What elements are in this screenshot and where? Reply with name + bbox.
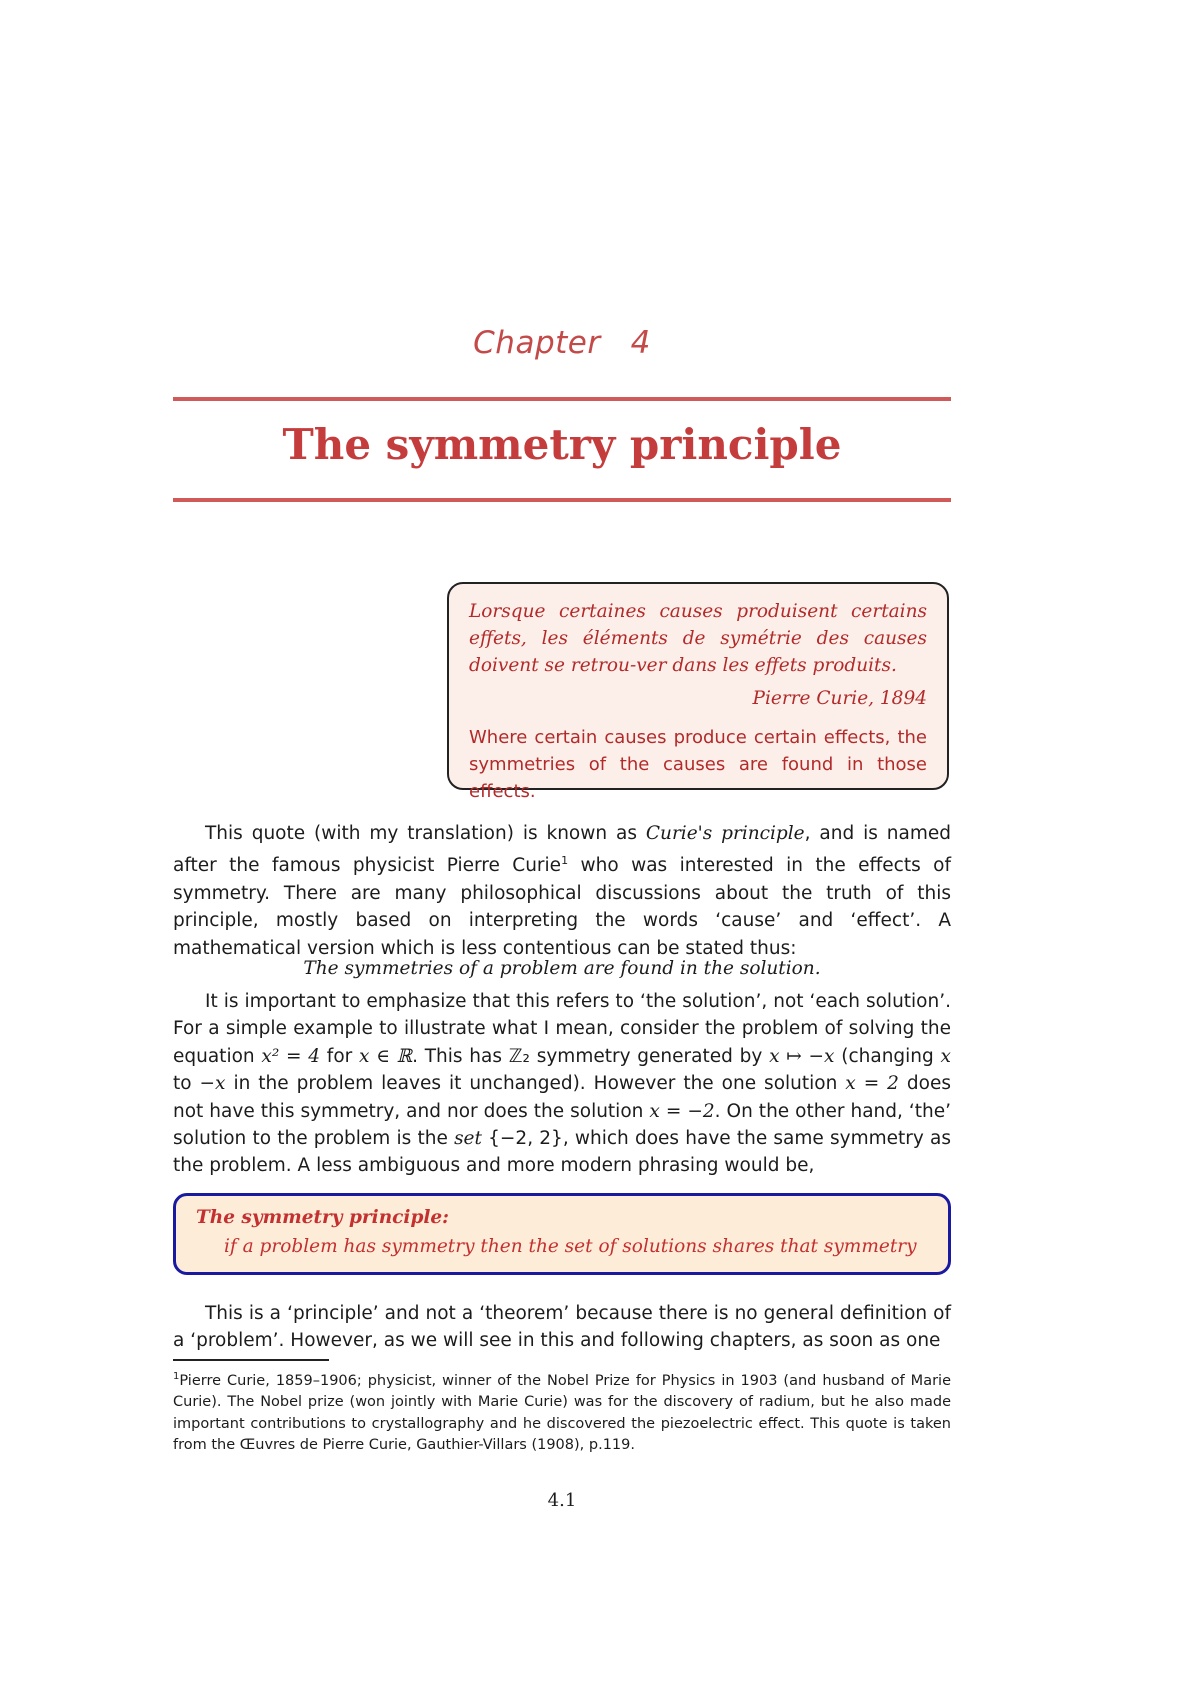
paragraph-2-text: for <box>320 1045 360 1067</box>
paragraph-1-text: This quote (with my translation) is known as <box>205 823 646 844</box>
chapter-title: The symmetry principle <box>282 420 842 469</box>
paragraph-2-text: in the problem leaves it unchanged). However the one solution <box>225 1073 846 1095</box>
math-inline: x = −2 <box>649 1100 715 1122</box>
math-inline: x <box>940 1045 951 1067</box>
chapter-label <box>173 325 951 361</box>
set-term: set <box>454 1128 482 1150</box>
math-statement: The symmetries of a problem are found in the solution. <box>303 958 821 979</box>
paragraph-2-text: It is important to emphasize that this refers to ‘the solution’, not ‘each solution’. For a simple example to illustrate what I mean, consider the problem of solving the equation <box>173 991 951 1067</box>
chapter-number: 4 <box>630 325 651 361</box>
paragraph-1 <box>173 820 951 962</box>
math-inline: x = 2 <box>845 1073 899 1095</box>
footnote <box>173 1366 951 1457</box>
paragraph-2-text: . On the other hand, ‘the’ solution to the problem is the <box>173 1100 952 1150</box>
paragraph-3-text: This is a ‘principle’ and not a ‘theorem’ because there is no general definition of a ‘problem’. However, as we will see in this and following chapters, as soon as one <box>173 1303 951 1352</box>
epigraph-french: Lorsque certaines causes produisent certains effets, les éléments de symétrie des causes doivent se retrou-ver dans les effets produits. <box>469 601 927 676</box>
math-inline: −x <box>199 1073 226 1095</box>
paragraph-1-text: , and is named after the famous physicist Pierre Curie <box>173 823 951 877</box>
epigraph-english: Where certain causes produce certain effects, the symmetries of the causes are found in those effects. <box>469 727 927 802</box>
page-number: 4.1 <box>547 1490 577 1511</box>
epigraph-box <box>447 582 949 802</box>
paragraph-2 <box>173 988 951 1180</box>
math-inline: {−2, 2} <box>481 1128 563 1150</box>
title-rule-bottom <box>173 498 951 502</box>
math-inline: x² = 4 <box>261 1045 321 1067</box>
chapter-word: Chapter <box>473 325 601 361</box>
paragraph-2-text: . This has <box>412 1045 509 1067</box>
footnote-text: Pierre Curie, 1859–1906; physicist, winner of the Nobel Prize for Physics in 1903 (and husband of Marie Curie). The Nobel prize (won jointly with Marie Curie) was for the discovery of radium, but he also made important contributions to crystallography and he discovered the piezoelectric effect. This quote is taken from the Œuvres de Pierre Curie, Gauthier-Villars (1908), p.119. <box>173 1372 951 1454</box>
paragraph-2-text: , which does have the same symmetry as the problem. A less ambiguous and more modern phrasing would be, <box>173 1128 951 1177</box>
math-inline: ℤ₂ <box>508 1045 530 1067</box>
paragraph-2-text: symmetry generated by <box>529 1045 770 1067</box>
paragraph-1-text: who was interested in the effects of symmetry. There are many philosophical discussions about the truth of this principle, mostly based on interpreting the words ‘cause’ and ‘effect’. A mathematical version which is less contentious can be stated thus: <box>173 855 951 959</box>
principle-text: if a problem has symmetry then the set of solutions shares that symmetry <box>224 1236 917 1257</box>
paragraph-3 <box>173 1300 951 1355</box>
footnote-divider <box>173 1359 329 1361</box>
paragraph-2-text: does not have this symmetry, and nor does the solution <box>173 1073 952 1122</box>
footnote-reference[interactable]: 1 <box>561 854 569 868</box>
footnote-mark: 1 <box>173 1371 180 1382</box>
curies-principle-term: Curie's principle <box>645 823 805 844</box>
paragraph-2-text: (changing <box>834 1045 941 1067</box>
principle-box <box>173 1193 951 1275</box>
epigraph-attribution: Pierre Curie, 1894 <box>752 688 927 709</box>
math-inline: x ∈ ℝ <box>359 1045 413 1067</box>
paragraph-2-text: to <box>173 1073 200 1095</box>
math-inline: x ↦ −x <box>769 1045 835 1067</box>
title-rule-top <box>173 397 951 401</box>
principle-title: The symmetry principle: <box>196 1207 450 1228</box>
